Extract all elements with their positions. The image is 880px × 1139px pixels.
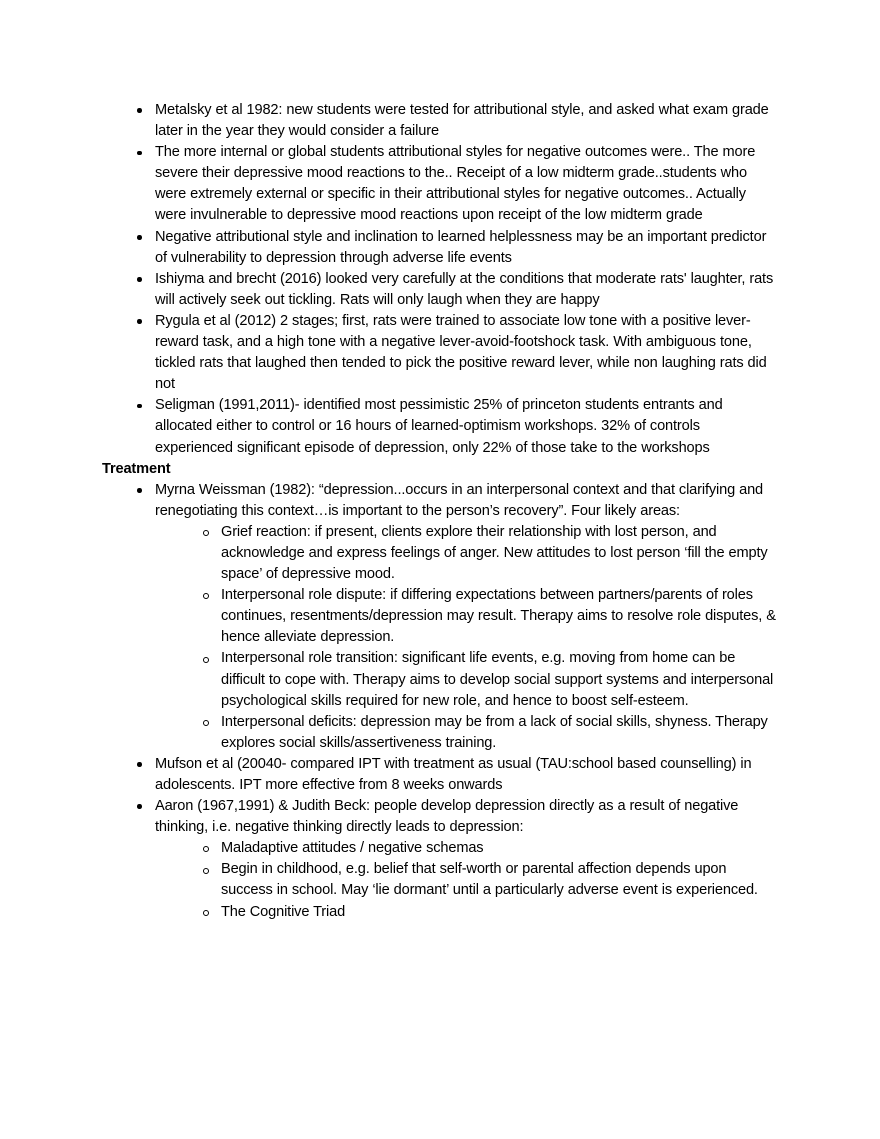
list-item: [203, 902, 778, 923]
list-item: [137, 480, 778, 754]
list-item-text: Mufson et al (20040- compared IPT with treatment as usual (TAU:school based counselling) in adolescents. IPT more effective from 8 weeks onwards: [155, 755, 752, 793]
list-item: [203, 712, 778, 754]
list-item-text: Aaron (1967,1991) & Judith Beck: people develop depression directly as a result of negative thinking, i.e. negative thinking directly leads to depression:: [155, 798, 739, 836]
list-item: [203, 859, 778, 901]
list-item-text: Seligman (1991,2011)- identified most pessimistic 25% of princeton students entrants and allocated either to control or 16 hours of learned-optimism workshops. 32% of controls experienced significant episode of depression, only 22% of those take to the workshops: [155, 397, 723, 456]
list-item-text: Ishiyma and brecht (2016) looked very carefully at the conditions that moderate rats' laughter, rats will actively seek out tickling. Rats will only laugh when they are happy: [155, 270, 774, 308]
list-item-text: Interpersonal deficits: depression may be from a lack of social skills, shyness. Therapy explores social skills/assertiveness training.: [221, 713, 768, 751]
list-item: [137, 395, 778, 458]
list-item-text: The Cognitive Triad: [221, 903, 346, 920]
list-item: [137, 311, 778, 395]
list-item-text: Negative attributional style and inclination to learned helplessness may be an important predictor of vulnerability to depression through adverse life events: [155, 228, 767, 266]
list-item: [203, 838, 778, 859]
list-item: [137, 754, 778, 796]
list-item: [137, 269, 778, 311]
sub-bullet-list-beck-concepts: [155, 838, 778, 922]
list-item-text: Interpersonal role transition: significant life events, e.g. moving from home can be difficult to cope with. Therapy aims to develop social support systems and interpersonal psychological skills required for new role, and hence to boost self-esteem.: [221, 650, 774, 709]
list-item-text: Rygula et al (2012) 2 stages; first, rats were trained to associate low tone with a positive lever-reward task, and a high tone with a negative lever-avoid-footshock task. With ambiguous tone, tickled rats that laughed then tended to pick the positive reward lever, while non laughing rats did not: [155, 312, 767, 393]
list-item-text: Myrna Weissman (1982): “depression...occurs in an interpersonal context and that clarifying and renegotiating this context…is important to the person’s recovery”. Four likely areas:: [155, 481, 764, 519]
nested-list-wrapper: [155, 838, 778, 922]
sub-bullet-list-weissman-areas: [155, 522, 778, 754]
list-item: [137, 796, 778, 923]
list-item: [137, 227, 778, 269]
section-heading-treatment: Treatment: [102, 460, 171, 477]
list-item: [203, 648, 778, 711]
list-item: [137, 100, 778, 142]
bullet-list-intro: [102, 100, 778, 459]
bullet-list-treatment: [102, 480, 778, 923]
list-item-text: Metalsky et al 1982: new students were tested for attributional style, and asked what exam grade later in the year they would consider a failure: [155, 102, 769, 140]
list-item: [203, 585, 778, 648]
list-item-text: Grief reaction: if present, clients explore their relationship with lost person, and acknowledge and express feelings of anger. New attitudes to lost person ‘fill the empty space’ of depressive mood.: [221, 523, 768, 583]
document-body: [102, 100, 778, 923]
list-item-text: The more internal or global students attributional styles for negative outcomes were.. The more severe their depressive mood reactions to the.. Receipt of a low midterm grade..students who were extremely external or specific in their attributional styles for negative outcomes.. Actually were invulnerable to depressive mood reactions upon receipt of the low midterm grade: [155, 144, 756, 224]
list-item-text: Begin in childhood, e.g. belief that self-worth or parental affection depends upon success in school. May ‘lie dormant’ until a particularly adverse event is experienced.: [221, 861, 758, 899]
list-item-text: Maladaptive attitudes / negative schemas: [221, 840, 484, 857]
nested-list-wrapper: [155, 522, 778, 754]
list-item: [137, 142, 778, 226]
list-item: [203, 522, 778, 585]
list-item-text: Interpersonal role dispute: if differing expectations between partners/parents of roles continues, resentments/depression may result. Therapy aims to resolve role disputes, & hence alleviate depression.: [221, 587, 776, 646]
